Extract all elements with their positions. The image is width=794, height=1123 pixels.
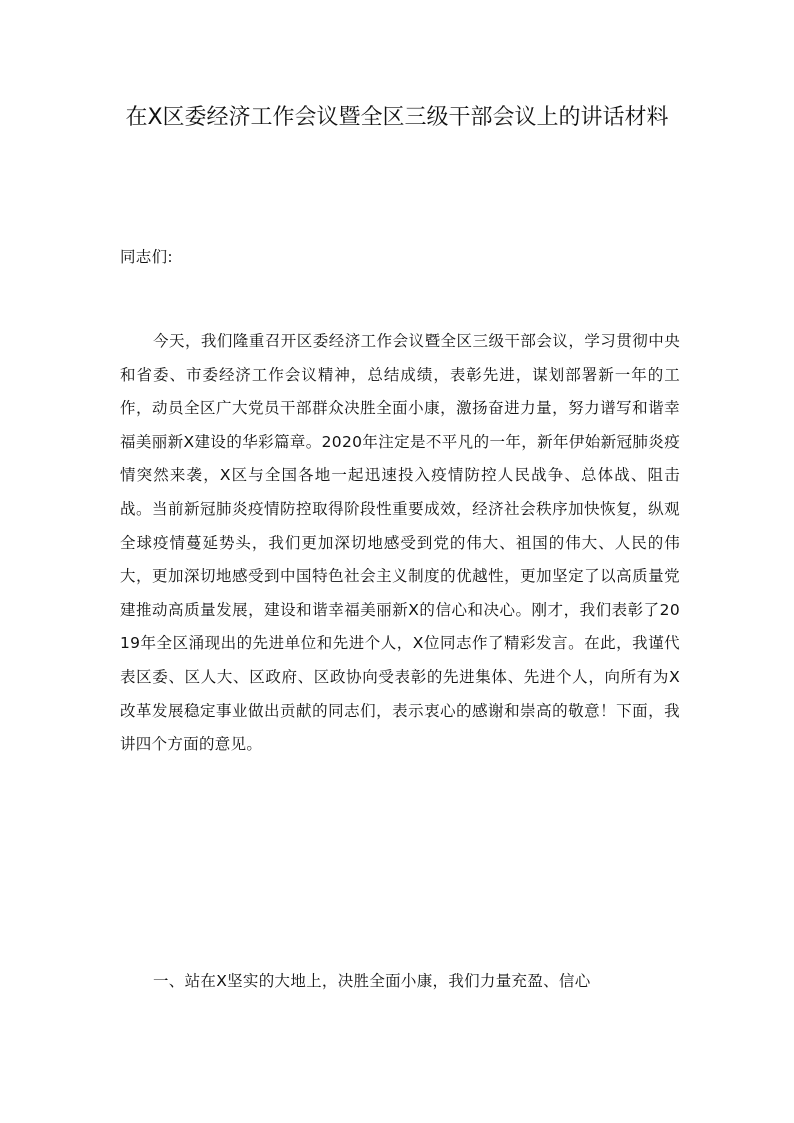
body-paragraph-1: 今天，我们隆重召开区委经济工作会议暨全区三级干部会议，学习贯彻中央和省委、市委经济工作会议精神，总结成绩，表彰先进，谋划部署新一年的工作，动员全区广大党员干部群众决胜全面小康，激扬奋进力量，努力谱写和谐幸福美丽新X建设的华彩篇章。2020年注定是不平凡的一年，新年伊始新冠肺炎疫情突然来袭，X区与全国各地一起迅速投入疫情防控人民战争、总体战、阻击战。当前新冠肺炎疫情防控取得阶段性重要成效，经济社会秩序加快恢复，纵观全球疫情蔓延势头，我们更加深切地感受到党的伟大、祖国的伟大、人民的伟大，更加深切地感受到中国特色社会主义制度的优越性，更加坚定了以高质量党建推动高质量发展，建设和谐幸福美丽新X的信心和决心。刚才，我们表彰了2019年全区涌现出的先进单位和先进个人，X位同志作了精彩发言。在此，我谨代表区委、区人大、区政府、区政协向受表彰的先进集体、先进个人，向所有为X改革发展稳定事业做出贡献的同志们，表示衷心的感谢和崇高的敬意！下面，我讲四个方面的意见。 bbox=[120, 332, 680, 754]
salutation: 同志们: bbox=[120, 248, 173, 266]
document-title: 在X区委经济工作会议暨全区三级干部会议上的讲话材料 bbox=[125, 105, 669, 130]
section-heading-paragraph: 一、站在X坚实的大地上，决胜全面小康，我们力量充盈、信心 bbox=[153, 972, 591, 990]
